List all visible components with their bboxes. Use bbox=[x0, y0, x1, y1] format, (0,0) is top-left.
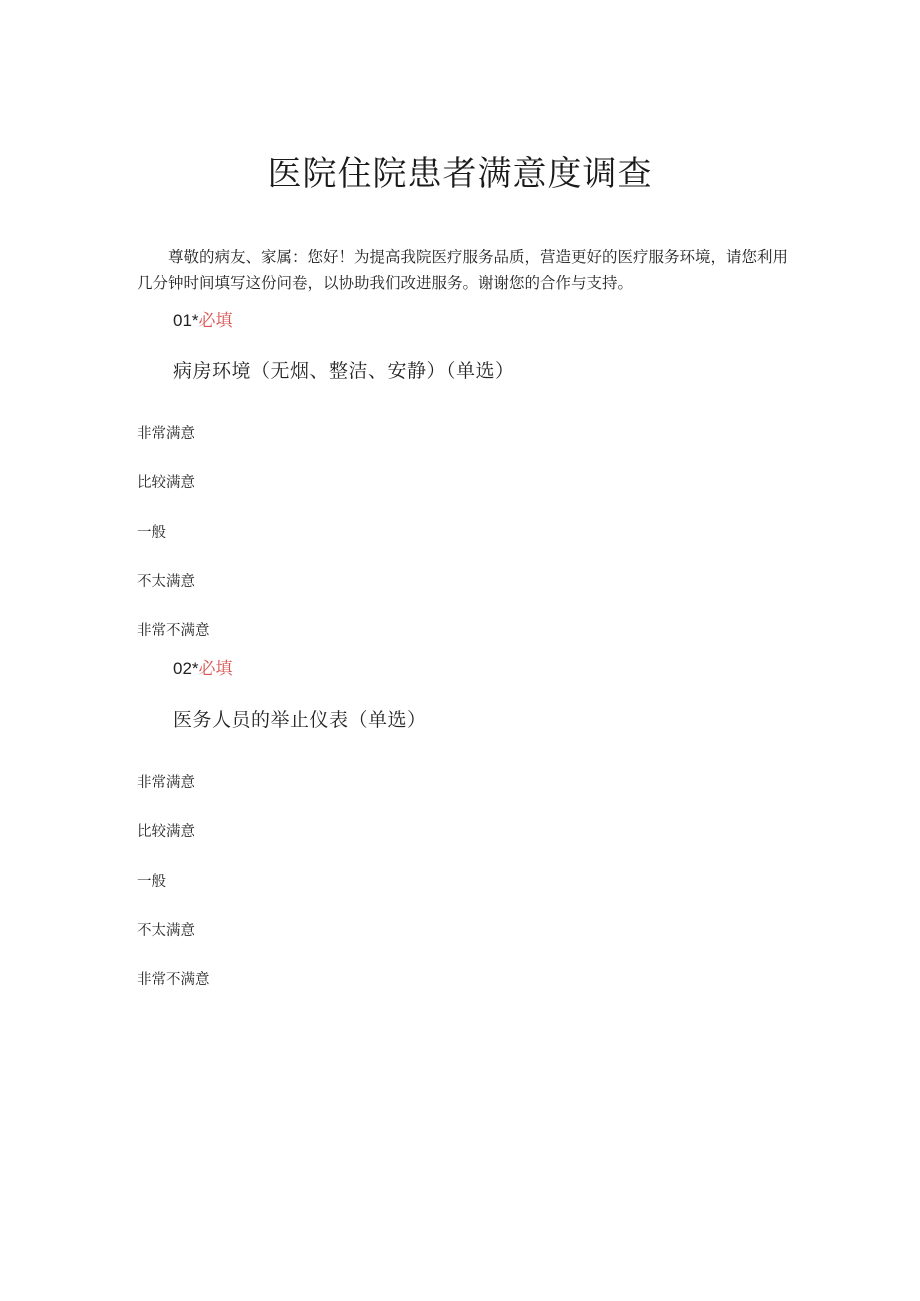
page-title: 医院住院患者满意度调查 bbox=[267, 154, 653, 194]
question-2-option-1[interactable]: 非常满意 bbox=[137, 775, 195, 791]
question-1-option-3[interactable]: 一般 bbox=[137, 525, 166, 541]
question-2-number: 02* bbox=[173, 659, 199, 678]
question-2-option-5[interactable]: 非常不满意 bbox=[137, 972, 210, 988]
question-2-option-4[interactable]: 不太满意 bbox=[137, 923, 195, 939]
question-2-required-label: 必填 bbox=[198, 659, 233, 679]
question-1-required-label: 必填 bbox=[198, 311, 233, 331]
question-1-option-5[interactable]: 非常不满意 bbox=[137, 623, 210, 639]
question-2-text: 医务人员的举止仪表（单选） bbox=[173, 709, 427, 731]
intro-paragraph: 尊敬的病友、家属：您好！为提高我院医疗服务品质，营造更好的医疗服务环境，请您利用几分钟时间填写这份问卷，以协助我们改进服务。谢谢您的合作与支持。 bbox=[137, 248, 789, 292]
question-1-number: 01* bbox=[173, 311, 199, 330]
question-1-option-1[interactable]: 非常满意 bbox=[137, 426, 195, 442]
question-2-option-2[interactable]: 比较满意 bbox=[137, 824, 195, 840]
question-1-text: 病房环境（无烟、整洁、安静）（单选） bbox=[173, 360, 515, 382]
question-2-option-3[interactable]: 一般 bbox=[137, 874, 166, 890]
question-2-number-line bbox=[173, 657, 233, 681]
question-1-option-2[interactable]: 比较满意 bbox=[137, 475, 195, 491]
question-1-option-4[interactable]: 不太满意 bbox=[137, 574, 195, 590]
question-1-number-line bbox=[173, 309, 233, 333]
